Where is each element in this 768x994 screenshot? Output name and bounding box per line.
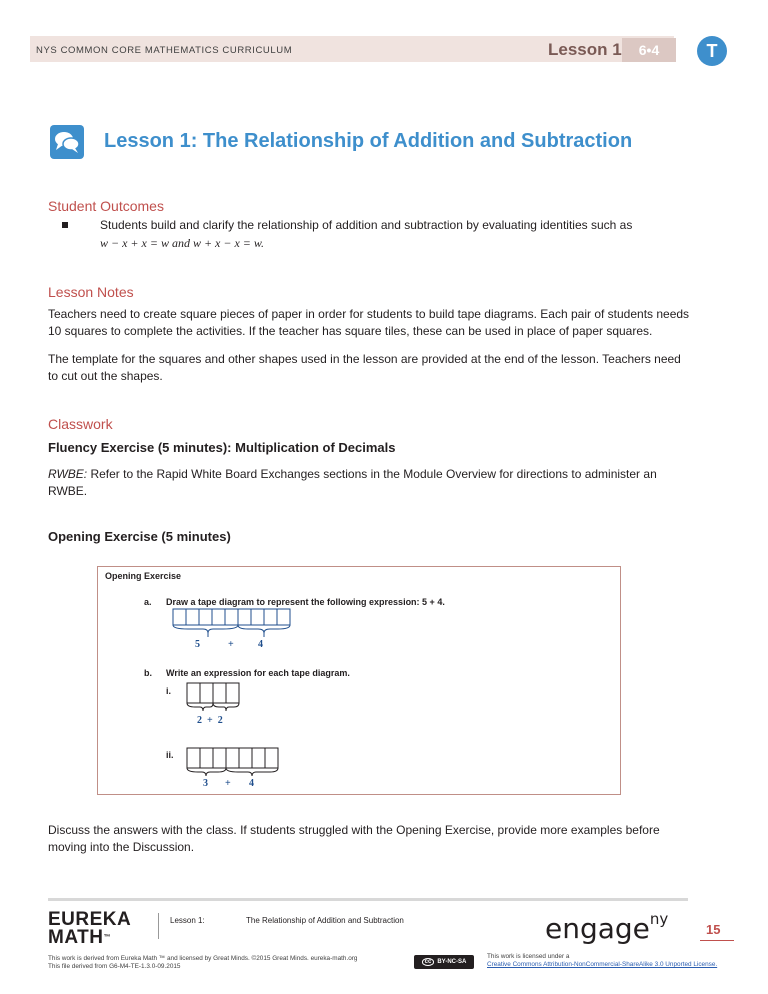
notes-p2-line1: The template for the squares and other shapes used in the lesson are provided at the end of the lesson. Teachers need — [48, 352, 681, 366]
rwbe-line-2: RWBE. — [48, 484, 88, 498]
cc-license-badge: cc BY-NC-SA — [414, 955, 474, 969]
page-number: 15 — [706, 922, 721, 937]
derived-line-2: This file derived from G6-M4-TE-1.3.0-09.2015 — [48, 963, 181, 970]
a-answer-op: + — [228, 639, 234, 650]
rwbe-label: RWBE: — [48, 467, 88, 481]
student-outcomes-heading: Student Outcomes — [48, 198, 164, 214]
ii-answer-right: 4 — [249, 778, 254, 789]
part-b-label: b. — [144, 668, 152, 678]
notes-p2-line2: to cut out the shapes. — [48, 369, 163, 383]
teacher-badge: T — [697, 36, 727, 66]
lesson-notes-heading: Lesson Notes — [48, 284, 134, 300]
notes-p1-line1: Teachers need to create square pieces of paper in order for students to build tape diagrams. Each pair of students needs — [48, 307, 690, 321]
classwork-heading: Classwork — [48, 416, 113, 432]
footer-lesson-label: Lesson 1: — [170, 916, 205, 925]
opening-heading: Opening Exercise (5 minutes) — [48, 529, 231, 544]
part-b-text: Write an expression for each tape diagram. — [166, 668, 350, 678]
discussion-line-1: Discuss the answers with the class. If students struggled with the Opening Exercise, provide more examples before — [48, 823, 660, 837]
header-lesson: Lesson 1 — [548, 40, 622, 59]
part-i-label: i. — [166, 686, 172, 696]
discussion-line-2: moving into the Discussion. — [48, 840, 195, 854]
notes-p1-line2: 10 squares to complete the activities. If the teacher has square tiles, these can be used in place of paper squares. — [48, 324, 653, 338]
ii-answer-left: 3 — [203, 778, 208, 789]
outcome-line-1: Students build and clarify the relationship of addition and subtraction by evaluating identities such as — [100, 218, 633, 232]
a-answer-left: 5 — [195, 639, 200, 650]
part-a-text: Draw a tape diagram to represent the following expression: 5 + 4. — [166, 597, 445, 607]
i-answer: 2 + 2 — [197, 715, 223, 726]
page-title: Lesson 1: The Relationship of Addition and Subtraction — [104, 130, 633, 152]
derived-line-1: This work is derived from Eureka Math ™ and licensed by Great Minds. ©2015 Great Minds. eureka-math.org — [48, 955, 358, 962]
rwbe-text: Refer to the Rapid White Board Exchanges sections in the Module Overview for directions to administer an — [87, 467, 657, 481]
footer-separator — [158, 913, 159, 939]
a-answer-right: 4 — [258, 639, 263, 650]
rwbe-line-1 — [48, 466, 728, 483]
fluency-heading: Fluency Exercise (5 minutes): Multiplication of Decimals — [48, 440, 396, 455]
eureka-math-logo: EUREKA MATH™ — [48, 909, 132, 948]
tape-diagrams — [98, 567, 622, 796]
curriculum-label: NYS COMMON CORE MATHEMATICS CURRICULUM — [36, 45, 293, 56]
license-line-1: This work is licensed under a — [487, 953, 570, 960]
footer-lesson-title: The Relationship of Addition and Subtraction — [246, 916, 404, 925]
opening-exercise-box — [97, 566, 621, 795]
part-a-label: a. — [144, 597, 152, 607]
part-ii-label: ii. — [166, 750, 174, 760]
ii-answer-op: + — [225, 778, 231, 789]
module-badge: 6•4 — [622, 38, 676, 62]
page-number-underline — [700, 940, 734, 941]
box-title: Opening Exercise — [105, 571, 182, 581]
bullet-icon — [62, 222, 68, 228]
engageny-logo: engage$^{ny}$ — [545, 910, 669, 945]
outcome-line-2: w − x + x = w and w + x − x = w. — [100, 236, 265, 250]
footer-divider — [48, 898, 688, 901]
license-link[interactable]: Creative Commons Attribution-NonCommercial-ShareAlike 3.0 Unported License. — [487, 961, 718, 968]
chat-bubbles-icon — [50, 125, 84, 159]
